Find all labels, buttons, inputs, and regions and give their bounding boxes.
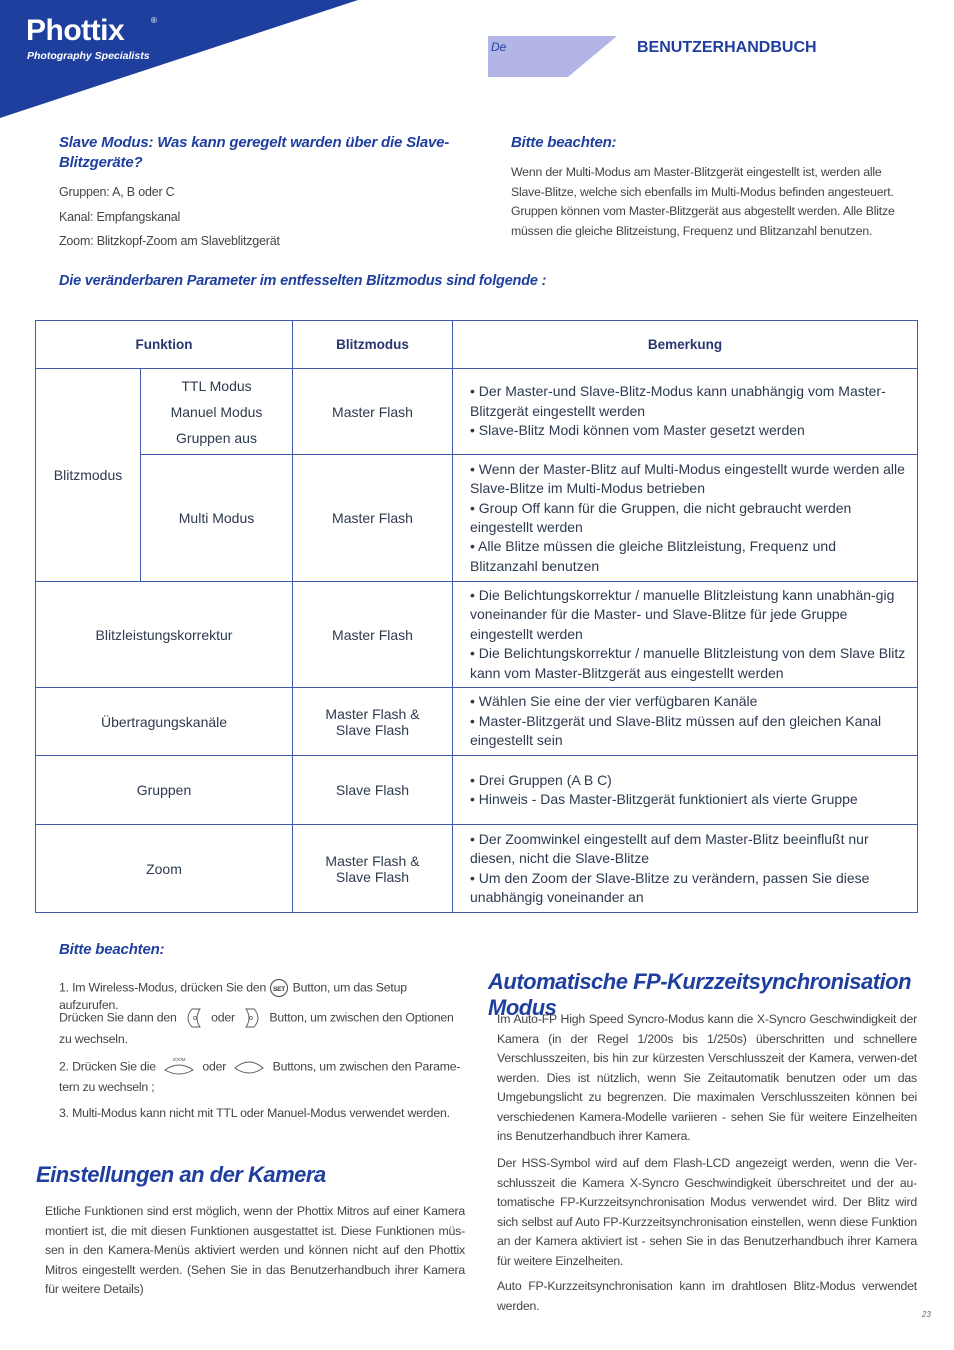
cell-submodes	[141, 369, 293, 455]
brand-logo: Phottix	[26, 14, 125, 47]
remark-line: • Alle Blitze müssen die gleiche Blitzleistung, Frequenz und Blitzanzahl benutzen	[470, 538, 836, 574]
cell-remark	[453, 688, 918, 756]
set-button-label: SET	[273, 986, 286, 993]
header-function: Funktion	[36, 321, 293, 369]
remark-line: • Der Master-und Slave-Blitz-Modus kann unabhängig vom Master-Blitzgerät eingestellt werden	[470, 383, 886, 419]
fp-paragraph: Der HSS-Symbol wird auf dem Flash-LCD angezeigt werden, wenn die Ver-schlusszeit die Kamera X-Syncro Geschwindigkeit überschreitet und der au-tomatische FP-Kurzzeitsynchronisation Modus verwendet wird. Der Blitz wird sich selbst auf Auto FP-Kurzzeitsynchronisation einstellen, wenn diese Funktion an der Kamera aktiviert ist - sehen Sie in das Benutzerhandbuch ihrer Kamera für weitere Einzelheiten.	[497, 1156, 917, 1268]
cell-remark	[453, 825, 918, 913]
remark-line: • Slave-Blitz Modi können vom Master gesetzt werden	[470, 422, 805, 439]
cell-remark	[453, 582, 918, 688]
fp-paragraph: Auto FP-Kurzzeitsynchronisation kann im drahtlosen Blitz-Modus verwendet werden.	[497, 1279, 917, 1313]
fp-paragraph: Im Auto-FP High Speed Syncro-Modus kann die X-Syncro Geschwindigkeit der Kamera (in der Regel 1/200s bis 1/250s) überschritten und schnellere Verschlusszeiten, bis hin zur kürzesten Verschlusszeit der Kamera, verwen-det werden. Dies ist nützlich, wenn Sie Zeitautomatik benutzen oder um das Umgebungslicht zu begrenzen. Die maximalen Verschlusszeiten können bei verschiedenen Kamera-Modelle variieren - sehen Sie für weitere Einzelheiten ins Benutzerhandbuch ihrer Kamera.	[497, 1012, 917, 1143]
note2-heading: Bitte beachten:	[59, 941, 165, 958]
right-dial-icon	[238, 1006, 266, 1030]
remark-line: • Um den Zoom der Slave-Blitze zu verändern, passen Sie diese unabhängig voneinander an	[470, 869, 870, 905]
remark-line: • Hinweis - Das Master-Blitzgerät funktioniert als vierte Gruppe	[470, 791, 858, 808]
left-dial-icon	[180, 1006, 208, 1030]
cell-remark	[453, 756, 918, 825]
note2-line-2	[59, 1006, 469, 1049]
zoom-button-icon	[159, 1056, 199, 1078]
cell-function: Gruppen	[36, 756, 293, 825]
params-heading: Die veränderbaren Parameter im entfesselten Blitzmodus sind folgende :	[59, 273, 547, 289]
parameters-table	[35, 320, 918, 913]
fp-section-heading: Automatische FP-Kurzzeitsynchronisation Modus	[488, 969, 912, 1020]
header-mode: Blitzmodus	[293, 321, 453, 369]
note-heading: Bitte beachten:	[511, 134, 617, 151]
note2-text: Buttons, um zwischen den Parame-tern zu wechseln ;	[59, 1059, 461, 1094]
remark-line: • Group Off kann für die Gruppen, die nicht gebraucht werden eingestellt werden	[470, 499, 852, 535]
brand-tagline: Photography Specialists	[27, 50, 150, 62]
table-header-row	[36, 321, 918, 369]
note2-text: oder	[211, 1010, 235, 1025]
note2-text: Drücken Sie dann den	[59, 1010, 177, 1025]
note2-line-3	[59, 1056, 469, 1097]
lower-button-icon	[229, 1056, 269, 1078]
table-row	[36, 369, 918, 455]
cell-mode: Master Flash	[293, 369, 453, 455]
remark-line: • Drei Gruppen (A B C)	[470, 771, 612, 788]
remark-line: • Wählen Sie eine der vier verfügbaren Kanäle	[470, 693, 758, 710]
slave-list-item: Zoom: Blitzkopf-Zoom am Slaveblitzgerät	[59, 234, 280, 248]
lang-tab	[488, 36, 617, 77]
cell-remark	[453, 369, 918, 455]
camera-paragraph: Etliche Funktionen sind erst möglich, wenn der Phottix Mitros auf einer Kamera montiert ist, die mit diesen Funktionen ausgestattet ist. Diese Funktionen müs-sen in den Kamera-Menüs aktiviert werden und können nicht auf den Phottix Mitros eingestellt werden. (Sehen Sie in das Benutzerhandbuch ihrer Kamera für weitere Details)	[45, 1204, 465, 1296]
note2-text: 2. Drücken Sie die	[59, 1059, 156, 1074]
remark-line: • Master-Blitzgerät und Slave-Blitz müssen auf den gleichen Kanal eingestellt sein	[470, 712, 882, 749]
table-row	[36, 455, 918, 582]
note2-text: oder	[202, 1059, 227, 1074]
submode-item: Manuel Modus	[170, 403, 263, 420]
note2-line-4: 3. Multi-Modus kann nicht mit TTL oder Manuel-Modus verwendet werden.	[59, 1106, 450, 1120]
remark-line: • Wenn der Master-Blitz auf Multi-Modus eingestellt wurde werden alle Slave-Blitze im Multi-Modus betrieben	[470, 460, 905, 497]
cell-mode: Master Flash & Slave Flash	[293, 825, 453, 913]
cell-submode: Multi Modus	[141, 455, 293, 582]
slave-list	[59, 180, 280, 254]
submode-item: Gruppen aus	[176, 429, 257, 446]
cell-mode: Master Flash	[293, 582, 453, 688]
slave-list-item: Kanal: Empfangskanal	[59, 209, 181, 224]
cell-function: Blitzleistungskorrektur	[36, 582, 293, 688]
table-row	[36, 582, 918, 688]
remark-line: • Die Belichtungskorrektur / manuelle Blitzleistung kann unabhän-gig voneinander für die Master- und Slave-Blitze für jede Gruppe eingestellt werden	[470, 587, 895, 642]
cell-mode: Master Flash & Slave Flash	[293, 688, 453, 756]
remark-line: • Die Belichtungskorrektur / manuelle Blitzleistung von dem Slave Blitz kann vom Master-Blitzgerät aus eingestellt werden	[470, 645, 906, 681]
slave-list-item: Gruppen: A, B oder C	[59, 185, 175, 199]
table-row	[36, 825, 918, 913]
set-button-icon	[269, 978, 289, 998]
brand-registered-mark: ®	[151, 16, 157, 25]
zoom-button-label: ZOOM	[172, 1057, 186, 1062]
note-text: Wenn der Multi-Modus am Master-Blitzgerät eingestellt ist, werden alle Slave-Blitze, welche sich ebenfalls im Multi-Modus befinden angesteuert. Gruppen können vom Master-Blitzgerät aus abgestellt werden. Alle Blitze müssen die gleiche Blitzeistung, Frequenz und Blitzanzahl benutzen.	[511, 165, 895, 238]
cell-mode: Slave Flash	[293, 756, 453, 825]
remark-line: • Der Zoomwinkel eingestellt auf dem Master-Blitz beeinflußt nur diesen, nicht die Slave-Blitze	[470, 830, 869, 867]
cell-function: Übertragungskanäle	[36, 688, 293, 756]
note2-text: Button, um das Setup aufzurufen.	[59, 980, 407, 1012]
cell-function: Zoom	[36, 825, 293, 913]
slave-section-heading: Slave Modus: Was kann geregelt warden über die Slave-Blitzgeräte?	[59, 134, 450, 171]
submode-item: TTL Modus	[181, 377, 252, 394]
manual-title: BENUTZERHANDBUCH	[637, 39, 817, 56]
cell-mode: Master Flash	[293, 455, 453, 582]
table-row	[36, 688, 918, 756]
camera-section-heading: Einstellungen an der Kamera	[36, 1162, 326, 1187]
page-number: 23	[922, 1310, 931, 1319]
header-remark: Bemerkung	[453, 321, 918, 369]
table-row	[36, 756, 918, 825]
note2-text: 1. Im Wireless-Modus, drücken Sie den	[59, 980, 267, 995]
cell-remark	[453, 455, 918, 582]
note2-text: Button, um zwischen den Optionen zu wechseln.	[59, 1010, 454, 1046]
cell-function: Blitzmodus	[36, 369, 141, 582]
language-tag: De	[491, 40, 507, 54]
